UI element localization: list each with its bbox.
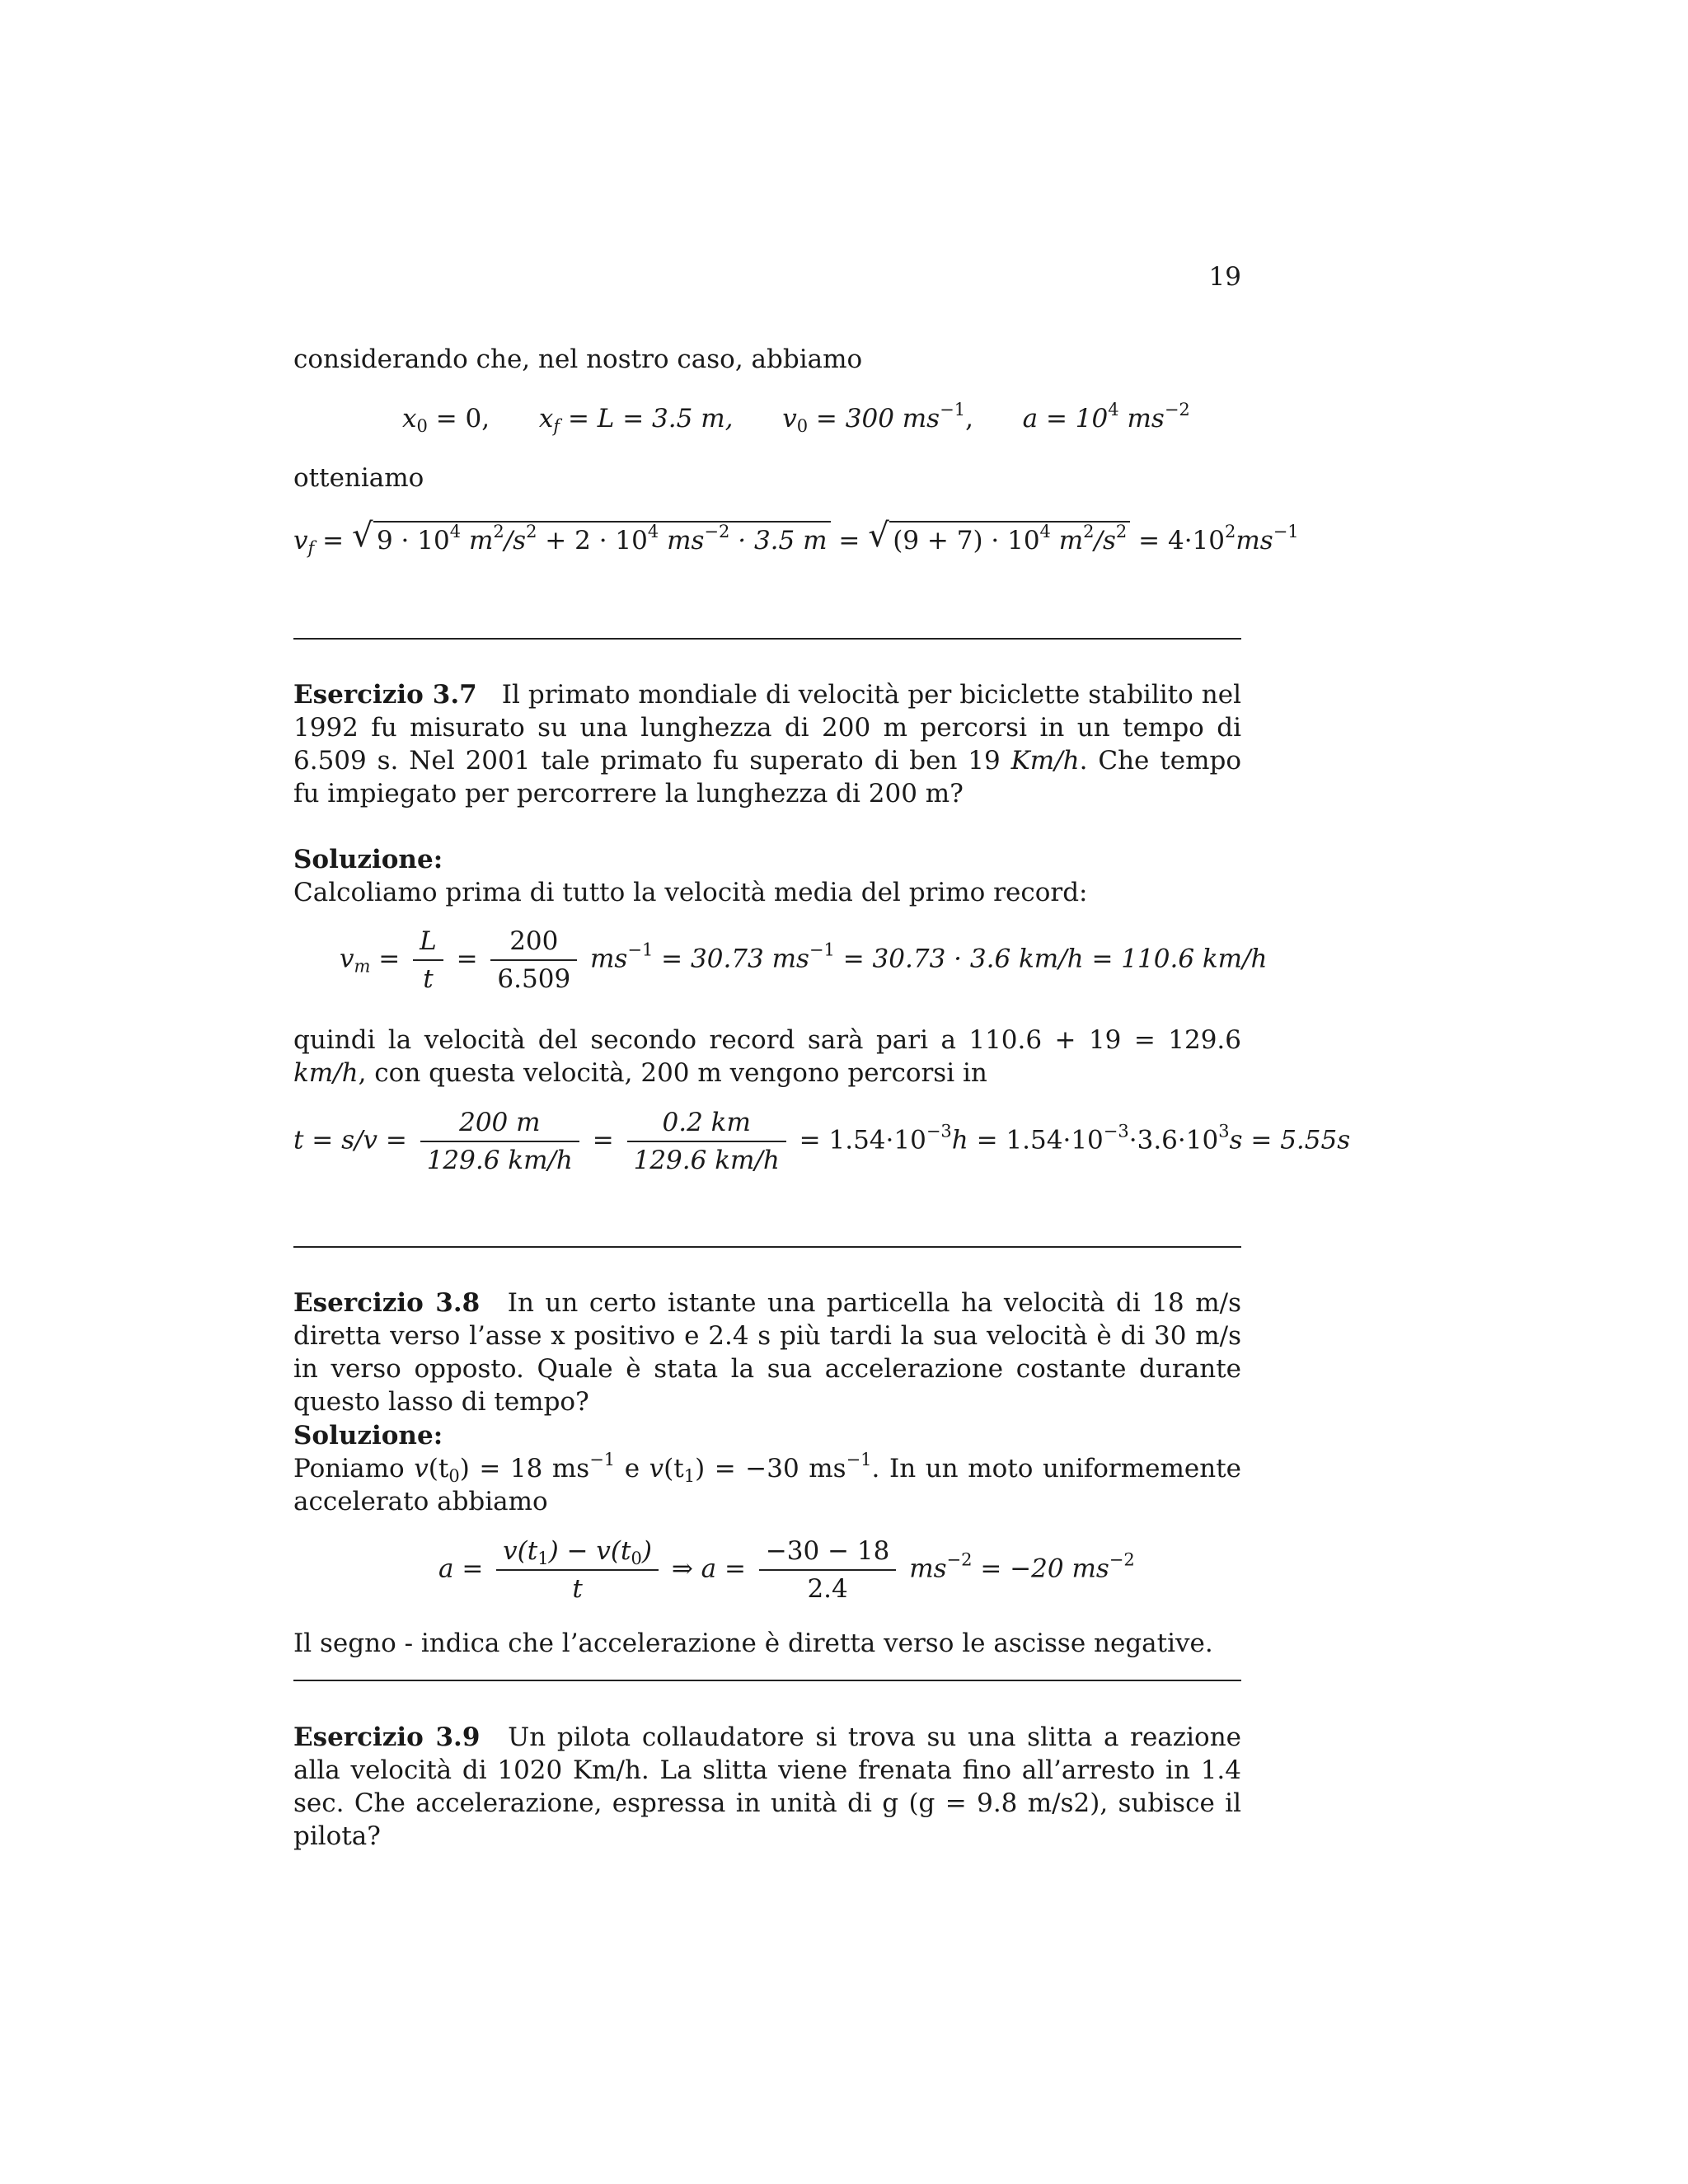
solution-label: Soluzione: [293, 1421, 443, 1451]
sqrt-expression-1: √ $9 \cdot 10^4$ $m^2/s^2 + 2 \cdot 10^4$ $ms^{-2} \cdot 3.5$ m [352, 521, 831, 557]
page-number: 19 [1208, 262, 1241, 292]
exercise-title: Esercizio 3.8 [293, 1288, 481, 1318]
exercise-3-8: Esercizio 3.8 In un certo istante una particella ha velocità di 18 m/s diretta verso l’asse x positivo e 2.4 s più tardi la sua velocità è di 30 m/s in verso opposto. Quale è stata la sua accelerazione costante durante questo lasso di tempo? [293, 1288, 1241, 1417]
equation-time: t = s/v = $\frac{200 m}{129.6 km/h}$ = $\frac{0.2 km}{129.6 km/h}$ = $1.54\cdot 10^{-3}h = 1.54\cdot 10^{-3}\cdot 3.6\cdot 10^3s = 5.55s$ [293, 1108, 1351, 1175]
sqrt-expression-2: √ $(9 + 7) \cdot 10^4$ $m^2/s^2$ [868, 521, 1130, 557]
intro-text-2: otteniamo [293, 463, 424, 493]
equation-acceleration: a = $\frac{v(t_1) - v(t_0)}{t}$ ⇒ a = $\frac{-30 - 18}{2.4}$ $ms^{-2} = -20$ $ms^{-2}$ [438, 1536, 1135, 1604]
section-divider [293, 1246, 1241, 1248]
paragraph-second-record: quindi la velocità del secondo record sarà pari a 110.6 + 19 = 129.6 km/h, con questa velocità, 200 m vengono percorsi in [293, 1025, 1241, 1088]
solution-text: Calcoliamo prima di tutto la velocità media del primo record: [293, 878, 1088, 907]
exercise-3-7: Esercizio 3.7 Il primato mondiale di velocità per biciclette stabilito nel 1992 fu misurato su una lunghezza di 200 m percorsi in un tempo di 6.509 s. Nel 2001 tale primato fu superato di ben 19 Km/h. Che tempo fu impiegato per percorrere la lunghezza di 200 m? [293, 680, 1242, 808]
equation-given-values: $x_0 = 0$, $x_f = L = 3.5$ m, $v_0 = 300$ $ms^{-1}$, $a = 10^4$ $ms^{-2}$ [402, 400, 1190, 436]
equation-mean-velocity: $v_m$ = $\frac{L}{t}$ = $\frac{200}{6.509}$ $ms^{-1} = 30.73$ $ms^{-1} = 30.73 \cdot 3.6$ km/h = 110.6 km/h [340, 926, 1268, 994]
equation-final-velocity: $v_f$ = √ $9 \cdot 10^4$ $m^2/s^2 + 2 \cdot 10^4$ $ms^{-2} \cdot 3.5$ m = √ $(9 + 7) \cdot 10^4$ $m^2/s^2 = 4\cdot 10^2ms^{-1}$ [293, 517, 1299, 558]
solution-label: Soluzione: [293, 845, 443, 874]
section-divider [293, 1680, 1241, 1681]
exercise-3-9: Esercizio 3.9 Un pilota collaudatore si trova su una slitta a reazione alla velocità di 1020 Km/h. La slitta viene frenata fino all’arresto in 1.4 sec. Che accelerazione, espressa in unità di g (g = 9.8 m/s2), subisce il pilota? [293, 1722, 1242, 1851]
exercise-title: Esercizio 3.9 [293, 1722, 481, 1752]
note-sign: Il segno - indica che l’accelerazione è diretta verso le ascisse negative. [293, 1629, 1213, 1658]
intro-text: considerando che, nel nostro caso, abbiamo [293, 344, 863, 374]
solution-text: Poniamo $v(t_0) = 18$ $ms^{-1}$ e $v(t_1) = -30$ $ms^{-1}$. In un moto uniformemente accelerato abbiamo [293, 1450, 1241, 1516]
exercise-title: Esercizio 3.7 [293, 680, 477, 710]
section-divider [293, 638, 1241, 640]
